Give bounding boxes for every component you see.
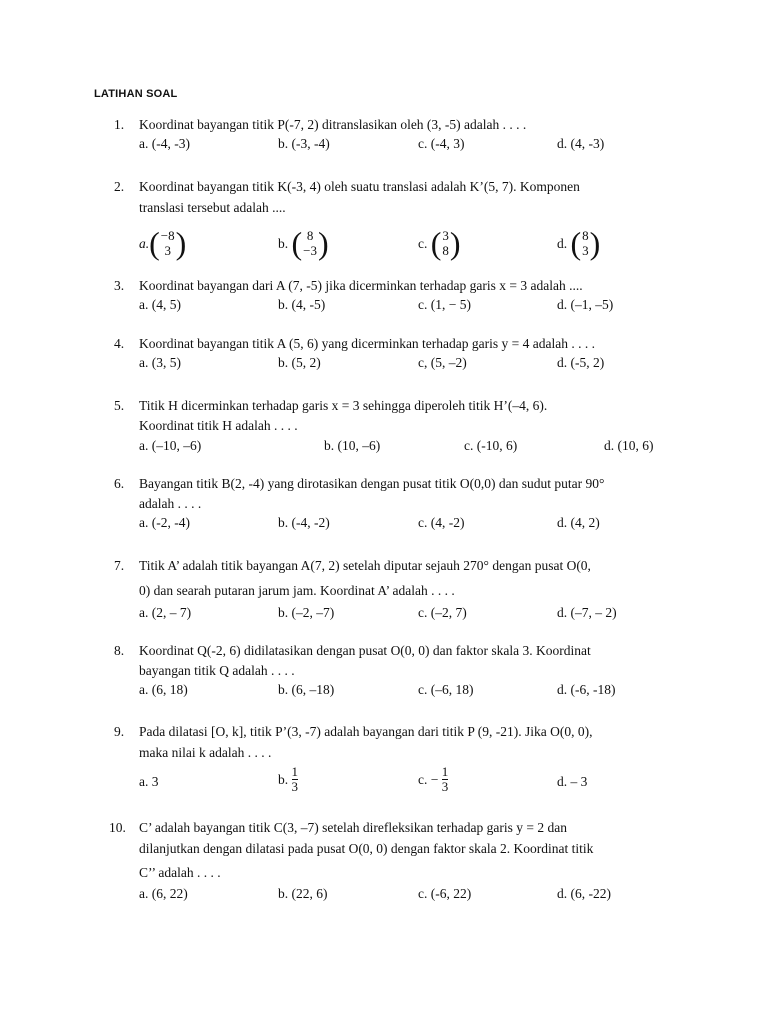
fraction-numerator: 1 — [291, 764, 298, 779]
options — [139, 512, 684, 534]
question-text: Titik A’ adalah titik bayangan A(7, 2) setelah diputar sejauh 270° dengan pusat O(0, — [139, 558, 591, 573]
option-c — [418, 765, 448, 794]
option-d: d. (–1, –5) — [557, 297, 614, 312]
vector-bottom: 3 — [164, 243, 171, 258]
option-d: d. (–7, – 2) — [557, 605, 617, 620]
option-a: a. 3 — [139, 774, 159, 789]
vector-bottom: −3 — [303, 243, 317, 258]
option-a: a. (6, 22) — [139, 886, 188, 901]
option-b: b. (-3, -4) — [278, 136, 330, 151]
question-text: Koordinat bayangan titik P(-7, 2) ditranslasikan oleh (3, -5) adalah . . . . — [139, 117, 527, 132]
question-text-2: dilanjutkan dengan dilatasi pada pusat O(0, 0) dengan faktor skala 2. Koordinat titik — [139, 841, 594, 856]
options — [139, 679, 684, 701]
option-b: b. (6, –18) — [278, 682, 335, 697]
option-d: d. ( 8 3 ) — [557, 225, 601, 261]
option-b: b. (-4, -2) — [278, 515, 330, 530]
question-text: Titik H dicerminkan terhadap garis x = 3 sehingga diperoleh titik H’(–4, 6). — [139, 398, 548, 413]
question-number: 9. — [114, 724, 125, 739]
option-d: d. – 3 — [557, 774, 588, 789]
option-a: a. (4, 5) — [139, 297, 181, 312]
question-text: Pada dilatasi [O, k], titik P’(3, -7) adalah bayangan dari titik P (9, -21). Jika O(0, 0), — [139, 724, 593, 739]
question-number: 5. — [114, 398, 125, 413]
option-d: d. (10, 6) — [604, 438, 654, 453]
question-text-2: 0) dan searah putaran jarum jam. Koordinat A’ adalah . . . . — [139, 583, 455, 598]
option-b: b. (10, –6) — [324, 438, 381, 453]
option-d: d. (-5, 2) — [557, 355, 605, 370]
option-a: a. ( −8 3 ) — [139, 225, 187, 261]
fraction-numerator: 1 — [441, 764, 449, 779]
question-text-2: Koordinat titik H adalah . . . . — [139, 418, 298, 433]
option-d: d. (6, -22) — [557, 886, 611, 901]
option-c: c. (–6, 18) — [418, 682, 474, 697]
option-c: c. (4, -2) — [418, 515, 465, 530]
option-a: a. (-4, -3) — [139, 136, 190, 151]
option-c: c. (1, − 5) — [418, 297, 471, 312]
option-d: d. (4, -3) — [557, 136, 605, 151]
fraction-denominator: 3 — [291, 779, 298, 794]
option-c: c. ( 3 8 ) — [418, 225, 461, 261]
question-text: Koordinat bayangan dari A (7, -5) jika dicerminkan terhadap garis x = 3 adalah .... — [139, 278, 583, 293]
options — [139, 133, 684, 155]
option-c: c. (-6, 22) — [418, 886, 472, 901]
option-b: b. ( 8 −3 ) — [278, 225, 329, 261]
question-number: 2. — [114, 179, 125, 194]
option-d: d. (4, 2) — [557, 515, 600, 530]
vector-top: 8 — [582, 228, 589, 243]
question-number: 7. — [114, 558, 125, 573]
vector-top: −8 — [160, 228, 175, 243]
option-a: a. (3, 5) — [139, 355, 181, 370]
question-text: Koordinat bayangan titik K(-3, 4) oleh suatu translasi adalah K’(5, 7). Komponen — [139, 179, 580, 194]
question-number: 6. — [114, 476, 125, 491]
question-number: 3. — [114, 278, 125, 293]
vector-top: 8 — [306, 228, 314, 243]
vector-top: 3 — [442, 228, 449, 243]
options — [139, 294, 684, 316]
option-a: a. (-2, -4) — [139, 515, 190, 530]
question-text-2: translasi tersebut adalah .... — [139, 200, 286, 215]
question-text-2: adalah . . . . — [139, 496, 202, 511]
option-label: b. — [278, 772, 289, 787]
vector-bottom: 8 — [442, 243, 449, 258]
option-b: b. (22, 6) — [278, 886, 328, 901]
question-text: C’ adalah bayangan titik C(3, –7) setelah direfleksikan terhadap garis y = 2 dan — [139, 820, 567, 835]
fraction-denominator: 3 — [441, 779, 449, 794]
question-number: 8. — [114, 643, 125, 658]
options — [139, 352, 684, 374]
question-text: Koordinat bayangan titik A (5, 6) yang dicerminkan terhadap garis y = 4 adalah . . . . — [139, 336, 595, 351]
option-b: b. (–2, –7) — [278, 605, 335, 620]
page-title: LATIHAN SOAL — [94, 88, 178, 100]
option-c: c. (–2, 7) — [418, 605, 467, 620]
question-text-2: maka nilai k adalah . . . . — [139, 745, 272, 760]
option-c: c. (-4, 3) — [418, 136, 465, 151]
options — [139, 435, 684, 457]
option-c: c. (-10, 6) — [464, 438, 518, 453]
question-text: Koordinat Q(-2, 6) didilatasikan dengan pusat O(0, 0) dan faktor skala 3. Koordinat — [139, 643, 591, 658]
question-number: 1. — [114, 117, 125, 132]
option-label: d. — [557, 235, 568, 251]
option-label: c. − — [418, 772, 439, 787]
question-number: 10. — [109, 820, 126, 835]
options — [139, 883, 684, 905]
fraction-options — [139, 765, 684, 799]
question-text-2: bayangan titik Q adalah . . . . — [139, 663, 295, 678]
question-text-3: C’’ adalah . . . . — [139, 865, 221, 880]
option-c: c, (5, –2) — [418, 355, 467, 370]
option-label: b. — [278, 235, 289, 251]
option-b: b. (5, 2) — [278, 355, 321, 370]
vector-options — [139, 225, 684, 264]
question-number: 4. — [114, 336, 125, 351]
option-b — [278, 765, 298, 794]
option-b: b. (4, -5) — [278, 297, 326, 312]
options — [139, 602, 684, 624]
option-label: c. — [418, 235, 428, 251]
vector-bottom: 3 — [582, 243, 589, 258]
option-a: a. (2, – 7) — [139, 605, 192, 620]
question-text: Bayangan titik B(2, -4) yang dirotasikan dengan pusat titik O(0,0) dan sudut putar 90° — [139, 476, 605, 491]
option-d: d. (-6, -18) — [557, 682, 616, 697]
option-label: a. — [139, 235, 150, 251]
option-a: a. (–10, –6) — [139, 438, 202, 453]
option-a: a. (6, 18) — [139, 682, 188, 697]
